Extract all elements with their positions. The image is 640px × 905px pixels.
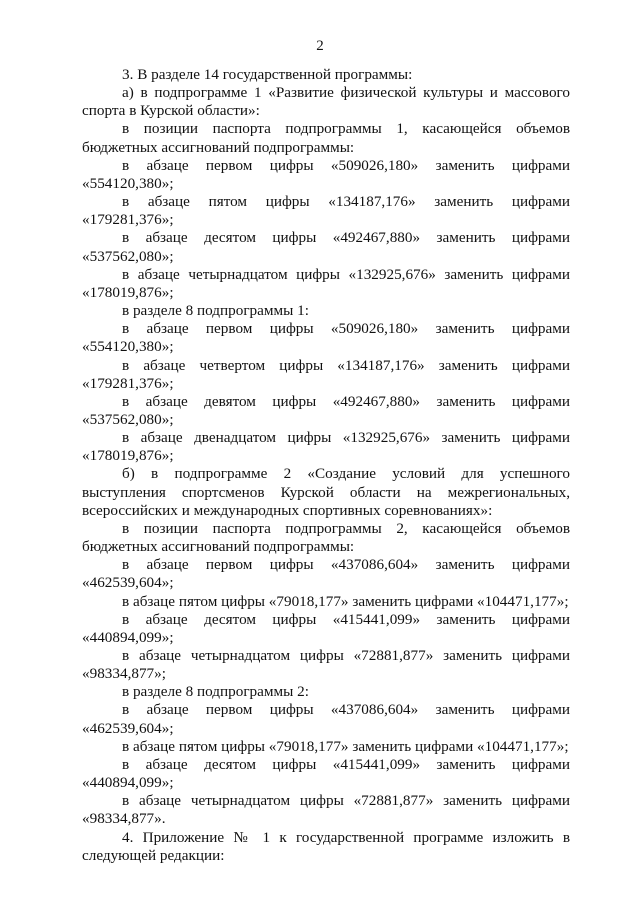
paragraph-section-4-appendix: 4. Приложение № 1 к государственной программе изложить в следующей редакции: — [82, 828, 570, 864]
paragraph-amendment: в абзаце первом цифры «437086,604» заменить цифрами «462539,604»; — [82, 556, 570, 592]
paragraph-amendment: в абзаце четвертом цифры «134187,176» заменить цифрами «179281,376»; — [82, 356, 570, 392]
paragraph-amendment: в абзаце пятом цифры «79018,177» заменить цифрами «104471,177»; — [122, 592, 569, 610]
paragraph-amendment: в абзаце двенадцатом цифры «132925,676» заменить цифрами «178019,876»; — [82, 429, 570, 465]
paragraph-amendment: в абзаце первом цифры «509026,180» заменить цифрами «554120,380»; — [82, 156, 570, 192]
paragraph-amendment: в абзаце четырнадцатом цифры «72881,877» заменить цифрами «98334,877»; — [82, 647, 570, 683]
paragraph-amendment: в абзаце четырнадцатом цифры «72881,877» заменить цифрами «98334,877». — [82, 792, 570, 828]
paragraph-amendment: в абзаце десятом цифры «415441,099» заменить цифрами «440894,099»; — [82, 755, 570, 792]
page-number: 2 — [316, 38, 324, 54]
paragraph-amendment: в абзаце первом цифры «509026,180» заменить цифрами «554120,380»; — [82, 320, 570, 356]
paragraph-amendment: в абзаце десятом цифры «492467,880» заменить цифрами «537562,080»; — [82, 229, 570, 265]
paragraph-subprogram-1-intro: а) в подпрограмме 1 «Развитие физической культуры и массового спорта в Курской области»: — [82, 84, 570, 120]
paragraph-amendment: в абзаце пятом цифры «134187,176» заменить цифрами «179281,376»; — [82, 193, 570, 229]
paragraph-amendment: в абзаце девятом цифры «492467,880» заменить цифрами «537562,080»; — [82, 392, 570, 428]
paragraph-passport-position-1: в позиции паспорта подпрограммы 1, касающейся объемов бюджетных ассигнований подпрограммы: — [82, 120, 570, 156]
paragraph-amendment: в абзаце первом цифры «437086,604» заменить цифрами «462539,604»; — [82, 701, 570, 737]
paragraph-section-8-subprogram-2: в разделе 8 подпрограммы 2: — [122, 683, 309, 701]
paragraph-amendment: в абзаце пятом цифры «79018,177» заменить цифрами «104471,177»; — [122, 737, 569, 755]
paragraph-passport-position-2: в позиции паспорта подпрограммы 2, касающейся объемов бюджетных ассигнований подпрограммы: — [82, 519, 570, 556]
document-body — [82, 66, 570, 865]
paragraph-section-3-heading: 3. В разделе 14 государственной программы: — [122, 66, 413, 83]
paragraph-amendment: в абзаце четырнадцатом цифры «132925,676» заменить цифрами «178019,876»; — [82, 265, 570, 301]
paragraph-section-8-subprogram-1: в разделе 8 подпрограммы 1: — [122, 302, 309, 320]
paragraph-amendment: в абзаце десятом цифры «415441,099» заменить цифрами «440894,099»; — [82, 610, 570, 646]
paragraph-subprogram-2-intro: б) в подпрограмме 2 «Создание условий для успешного выступления спортсменов Курской области на межрегиональных, всероссийских и международных спортивных соревнованиях»: — [82, 465, 570, 519]
